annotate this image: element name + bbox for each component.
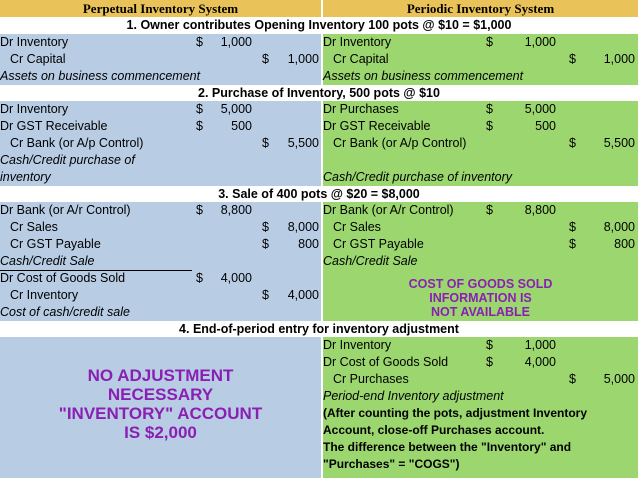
dollar-sign: $ [486,355,493,369]
account-label: Dr GST Receivable [0,119,108,133]
journal-row [323,219,638,236]
dollar-sign: $ [569,52,576,66]
dollar-sign: $ [196,102,203,116]
dollar-sign: $ [262,52,269,66]
journal-row [0,51,321,68]
journal-row [0,202,321,219]
explanation-text: Account, close-off Purchases account. [323,423,545,437]
journal-row [0,287,321,304]
spacer-row [323,152,638,169]
narration: Period-end Inventory adjustment [323,389,504,403]
credit-amount: 8,000 [603,220,635,234]
debit-amount: 500 [231,119,252,133]
section-2-title: 2. Purchase of Inventory, 500 pots @ $10 [0,85,638,101]
account-label: Dr Cost of Goods Sold [323,355,449,369]
s2-periodic-block [323,101,638,186]
credit-amount: 8,000 [287,220,319,234]
cogs-note-line: INFORMATION IS [429,291,532,305]
journal-row [0,118,321,135]
narration: inventory [0,170,51,184]
narration-row [323,253,638,270]
no-adjustment-line: NECESSARY [107,385,214,404]
s1-perpetual-block [0,34,321,85]
account-label: Cr Purchases [333,372,409,386]
debit-amount: 8,800 [524,203,556,217]
narration: Assets on business commencement [323,69,524,83]
no-adjustment-line: IS $2,000 [124,423,197,442]
narration-row [323,169,638,186]
narration-row [0,169,321,186]
dollar-sign: $ [569,372,576,386]
explanation-text: (After counting the pots, adjustment Inventory [323,406,588,420]
debit-amount: 4,000 [524,355,556,369]
no-adjustment-note [0,366,321,442]
debit-amount: 1,000 [524,35,556,49]
narration: Cash/Credit Sale [0,253,192,271]
debit-amount: 1,000 [524,338,556,352]
account-label: Cr Sales [333,220,381,234]
dollar-sign: $ [486,102,493,116]
journal-row [0,101,321,118]
journal-row [323,371,638,388]
account-label: Dr Inventory [0,35,69,49]
journal-row [323,236,638,253]
perpetual-header: Perpetual Inventory System [0,0,321,17]
credit-amount: 800 [614,237,635,251]
narration-row [0,152,321,169]
explanation-text: The difference between the "Inventory" and [323,440,572,454]
s3-perpetual-block [0,202,321,321]
explanation-line [323,405,638,422]
journal-row [323,354,638,371]
journal-row [0,34,321,51]
dollar-sign: $ [262,136,269,150]
account-label: Dr Inventory [0,102,69,116]
explanation-line [323,456,638,473]
journal-row [0,270,321,287]
s2-perpetual-block [0,101,321,186]
debit-amount: 5,000 [524,102,556,116]
narration: Cash/Credit Sale [323,254,418,268]
section-1-title: 1. Owner contributes Opening Inventory 100 pots @ $10 = $1,000 [0,17,638,33]
explanation-line [323,422,638,439]
credit-amount: 4,000 [287,288,319,302]
dollar-sign: $ [196,119,203,133]
cogs-note-line: COST OF GOODS SOLD [408,277,553,291]
narration-row [0,304,321,321]
account-label: Cr Capital [333,52,389,66]
narration-row [0,253,321,270]
s1-periodic-block [323,34,638,85]
credit-amount: 5,500 [287,136,319,150]
debit-amount: 5,000 [220,102,252,116]
dollar-sign: $ [196,203,203,217]
dollar-sign: $ [262,220,269,234]
debit-amount: 1,000 [220,35,252,49]
section-3-title: 3. Sale of 400 pots @ $20 = $8,000 [0,186,638,202]
journal-row [0,236,321,253]
journal-row [323,51,638,68]
dollar-sign: $ [486,203,493,217]
journal-row [323,135,638,152]
journal-row [323,101,638,118]
dollar-sign: $ [569,237,576,251]
dollar-sign: $ [196,35,203,49]
debit-amount: 8,800 [220,203,252,217]
narration-row [323,68,638,85]
dollar-sign: $ [262,237,269,251]
narration: Cash/Credit purchase of [0,153,135,167]
account-label: Dr Bank (or A/r Control) [0,203,131,217]
debit-amount: 4,000 [220,271,252,285]
account-label: Cr Bank (or A/p Control) [10,136,144,150]
account-label: Cr Bank (or A/p Control) [333,136,467,150]
journal-row [0,219,321,236]
account-label: Dr GST Receivable [323,119,431,133]
dollar-sign: $ [486,119,493,133]
credit-amount: 800 [298,237,319,251]
account-label: Cr Inventory [10,288,79,302]
s4-periodic-block [323,337,638,478]
narration: Cost of cash/credit sale [0,305,130,319]
account-label: Cr GST Payable [10,237,101,251]
dollar-sign: $ [262,288,269,302]
account-label: Dr Bank (or A/r Control) [323,203,454,217]
section-4-title: 4. End-of-period entry for inventory adjustment [0,321,638,337]
account-label: Cr GST Payable [333,237,424,251]
journal-row [323,337,638,354]
explanation-line [323,439,638,456]
narration-row [323,388,638,405]
no-adjustment-line: NO ADJUSTMENT [87,366,234,385]
no-adjustment-line: "INVENTORY" ACCOUNT [58,404,263,423]
journal-row [323,118,638,135]
account-label: Dr Purchases [323,102,399,116]
account-label: Dr Cost of Goods Sold [0,271,126,285]
journal-row [323,34,638,51]
account-label: Dr Inventory [323,35,392,49]
dollar-sign: $ [196,271,203,285]
dollar-sign: $ [486,35,493,49]
credit-amount: 5,500 [603,136,635,150]
journal-row [323,202,638,219]
credit-amount: 1,000 [287,52,319,66]
dollar-sign: $ [569,136,576,150]
narration: Cash/Credit purchase of inventory [323,170,512,184]
cogs-unavailable-note [323,277,638,319]
debit-amount: 500 [535,119,556,133]
dollar-sign: $ [569,220,576,234]
account-label: Cr Capital [10,52,66,66]
credit-amount: 5,000 [603,372,635,386]
cogs-note-line: NOT AVAILABLE [430,305,531,319]
credit-amount: 1,000 [603,52,635,66]
account-label: Dr Inventory [323,338,392,352]
periodic-header: Periodic Inventory System [323,0,638,17]
dollar-sign: $ [486,338,493,352]
narration: Assets on business commencement [0,69,201,83]
journal-row [0,135,321,152]
narration-row [0,68,321,85]
account-label: Cr Sales [10,220,58,234]
explanation-text: "Purchases" = "COGS") [323,457,460,471]
